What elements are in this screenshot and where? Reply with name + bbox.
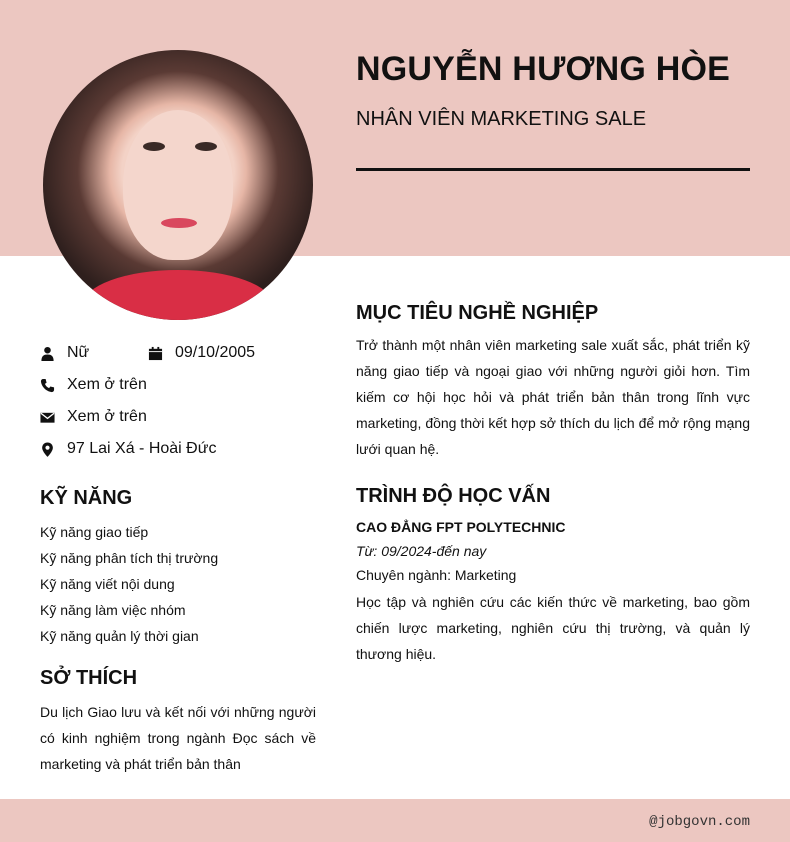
photo-face [123,110,233,260]
gender-value: Nữ [67,344,90,361]
birthday-value: 09/10/2005 [175,344,256,361]
location-pin-icon [40,442,55,457]
gender-birthday-row [40,342,255,364]
candidate-name: NGUYỄN HƯƠNG HÒE [356,50,730,88]
birthday-item [148,344,255,362]
education-school: CAO ĐẲNG FPT POLYTECHNIC [356,519,566,535]
education-title: TRÌNH ĐỘ HỌC VẤN [356,485,551,507]
objective-text: Trở thành một nhân viên marketing sale xuất sắc, phát triển kỹ năng giao tiếp và ngoại giao với những người giỏi hơn. Tìm kiếm cơ hội học hỏi và phát triển bản thân trong lĩnh vực marketing, đồng thời kết hợp sở thích du lịch để mở rộng mạng lưới quan hệ. [356,337,750,457]
objective-title: MỤC TIÊU NGHỀ NGHIỆP [356,302,599,324]
education-description: Học tập và nghiên cứu các kiến thức về marketing, bao gồm chiến lược marketing, nghiên cứu thị trường, và quản lý thương hiệu. [356,594,750,662]
hobbies-text: Du lịch Giao lưu và kết nối với những người có kinh nghiệm trong ngành Đọc sách về marketing và phát triển bản thân [40,704,316,772]
header-divider [356,168,750,171]
education-major: Chuyên ngành: Marketing [356,567,517,583]
photo-eye-right [195,142,217,151]
phone-row [40,374,147,396]
skill-item: Kỹ năng phân tích thị trường [40,550,219,566]
gender-item [40,344,148,362]
email-value: Xem ở trên [67,408,147,425]
skill-item: Kỹ năng giao tiếp [40,524,149,540]
phone-value: Xem ở trên [67,376,147,393]
email-row [40,406,147,428]
job-title: NHÂN VIÊN MARKETING SALE [356,108,647,130]
mail-icon [40,410,55,425]
calendar-icon [148,346,163,361]
phone-icon [40,378,55,393]
profile-photo [43,50,313,320]
skills-title: KỸ NĂNG [40,487,133,509]
skill-item: Kỹ năng viết nội dung [40,576,175,592]
footer-watermark: @jobgovn.com [649,814,750,830]
photo-eye-left [143,142,165,151]
person-icon [40,346,55,361]
hobbies-title: SỞ THÍCH [40,667,138,689]
skill-item: Kỹ năng làm việc nhóm [40,602,186,618]
skill-item: Kỹ năng quản lý thời gian [40,628,199,644]
photo-shirt [83,270,273,320]
education-period: Từ: 09/2024-đến nay [356,543,487,559]
address-value: 97 Lai Xá - Hoài Đức [67,440,217,457]
address-row [40,438,216,460]
photo-lips [161,218,197,228]
